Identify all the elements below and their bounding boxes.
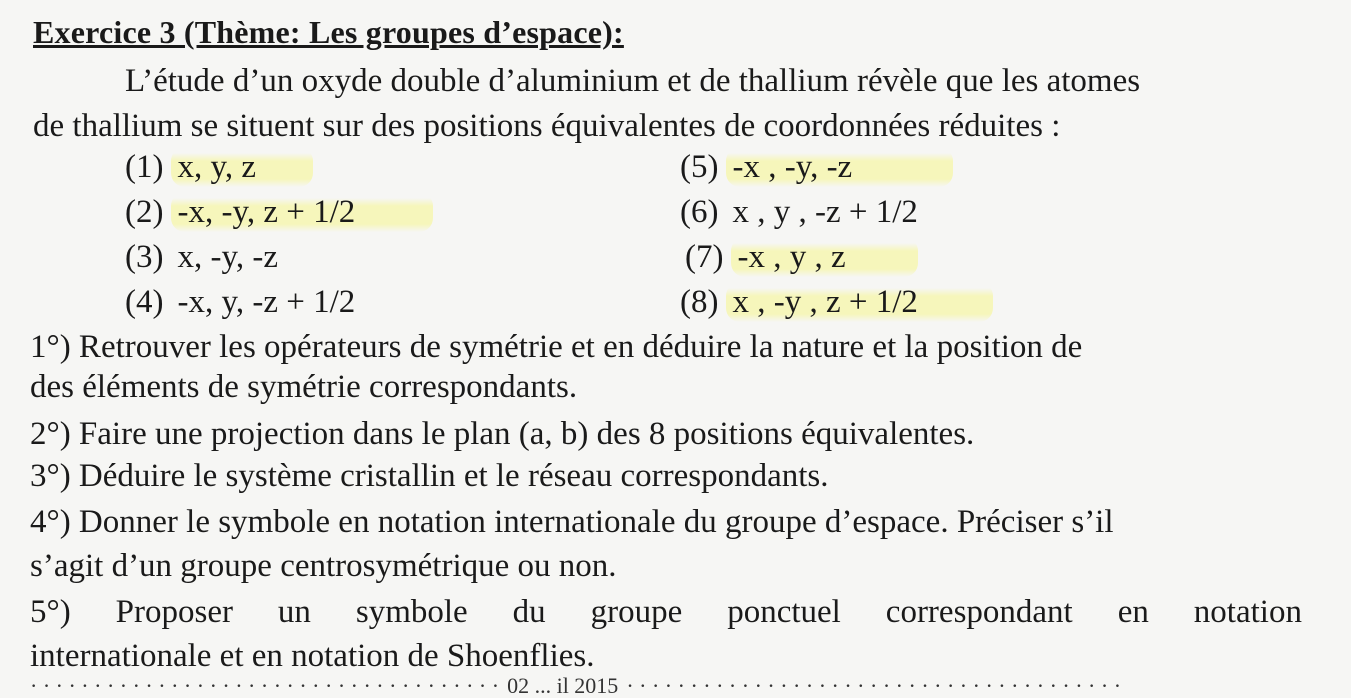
intro-line-1: L’étude d’un oxyde double d’aluminium et de thallium révèle que les atomes — [125, 63, 1141, 99]
position-8 — [680, 282, 993, 322]
question-4-line-1: 4°) Donner le symbole en notation internationale du groupe d’espace. Préciser s’il — [30, 504, 1114, 540]
footer-date: 02 ... il 2015 — [507, 673, 619, 698]
footer-dotted-line — [30, 673, 1330, 698]
position-3 — [125, 237, 284, 277]
position-coords: -x , y , z — [731, 237, 918, 277]
position-1 — [125, 147, 313, 187]
position-number: (5) — [680, 149, 719, 185]
position-coords: -x , -y, -z — [726, 147, 953, 187]
position-number: (4) — [125, 284, 164, 320]
position-number: (1) — [125, 149, 164, 185]
position-number: (8) — [680, 284, 719, 320]
position-2 — [125, 192, 433, 232]
question-1-line-2: des éléments de symétrie correspondants. — [30, 369, 578, 405]
position-4 — [125, 282, 361, 322]
footer-dots-left: · · · · · · · · · · · · · · · · · · · · · · · · · · · · · · · · · · · · · — [30, 673, 500, 698]
position-coords: -x, -y, z + 1/2 — [171, 192, 433, 232]
position-coords: -x, y, -z + 1/2 — [177, 284, 356, 320]
position-coords: x, y, z — [171, 147, 313, 187]
question-1-line-1: 1°) Retrouver les opérateurs de symétrie et en déduire la nature et la position de — [30, 329, 1083, 365]
position-5 — [680, 147, 953, 187]
position-number: (6) — [680, 194, 719, 230]
q5-word: groupe — [590, 594, 683, 630]
position-number: (3) — [125, 239, 164, 275]
intro-line-2: de thallium se situent sur des positions équivalentes de coordonnées réduites : — [33, 108, 1061, 144]
q5-word: notation — [1193, 594, 1302, 630]
question-5-line-1 — [30, 592, 1302, 632]
position-number: (7) — [685, 239, 724, 275]
position-7 — [685, 237, 918, 277]
position-coords: x, -y, -z — [177, 239, 278, 275]
question-4-line-2: s’agit d’un groupe centrosymétrique ou non. — [30, 548, 617, 584]
q5-word: un — [277, 594, 311, 630]
position-6 — [680, 192, 924, 232]
q5-word: 5°) — [30, 594, 71, 630]
position-number: (2) — [125, 194, 164, 230]
question-2: 2°) Faire une projection dans le plan (a, b) des 8 positions équivalentes. — [30, 416, 975, 452]
question-5-line-2: internationale et en notation de Shoenflies. — [30, 638, 595, 674]
q5-word: correspondant — [885, 594, 1073, 630]
q5-word: en — [1117, 594, 1149, 630]
position-coords: x , -y , z + 1/2 — [726, 282, 993, 322]
question-3: 3°) Déduire le système cristallin et le réseau correspondants. — [30, 458, 829, 494]
q5-word: ponctuel — [727, 594, 841, 630]
q5-word: Proposer — [115, 594, 233, 630]
position-coords: x , y , -z + 1/2 — [732, 194, 918, 230]
exercise-title: Exercice 3 (Thème: Les groupes d’espace): — [33, 14, 624, 50]
q5-word: du — [512, 594, 546, 630]
footer-dots-right: · · · · · · · · · · · · · · · · · · · · · · · · · · · · · · · · · · · · · · · — [626, 673, 1122, 698]
q5-word: symbole — [355, 594, 468, 630]
